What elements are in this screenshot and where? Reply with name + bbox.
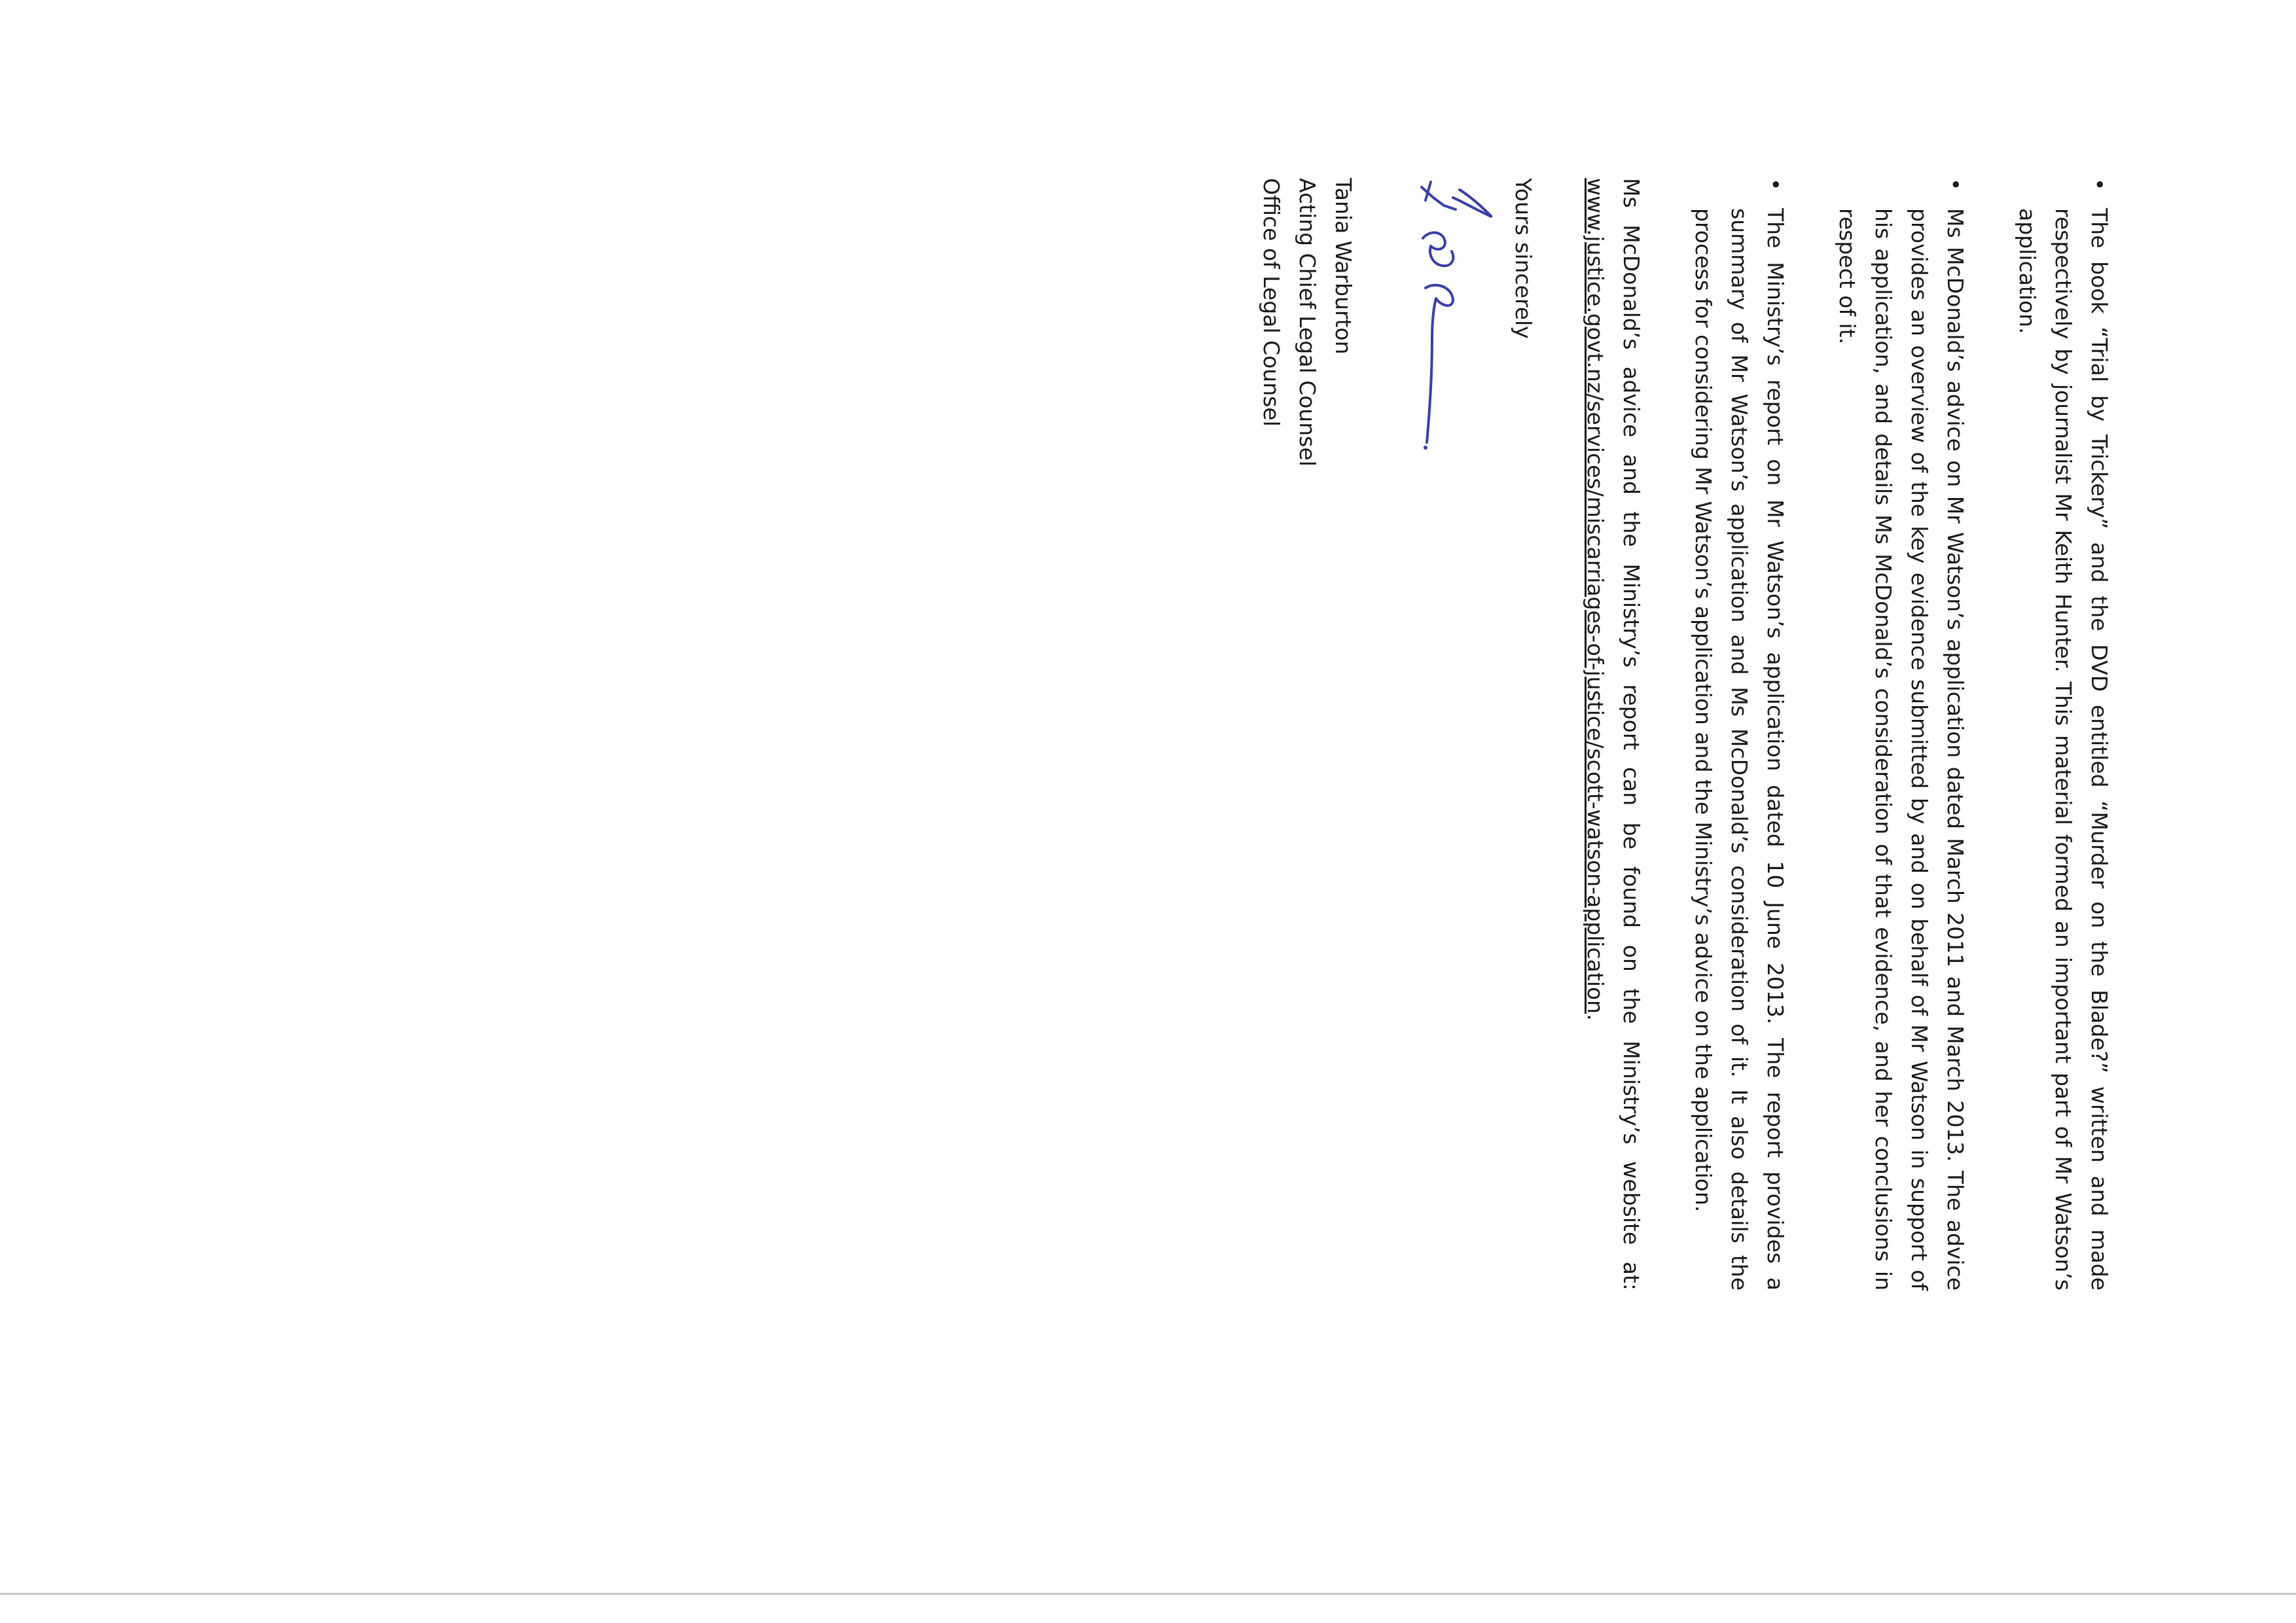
bullet-marker: • — [1943, 178, 1968, 191]
list-item-text: The Ministry’s report on Mr Watson’s application dated 10 June 2013. The report provides a summary of Mr Watson’s application and Ms McDonald’s consideration of it. It also details the process for considering Mr Watson’s application and the Ministry’s advice on the application. — [1691, 208, 1788, 1291]
handwritten-signature — [1361, 178, 1505, 1291]
bullet-marker: • — [2087, 178, 2112, 191]
list-item — [2009, 178, 2117, 1291]
signer-name: Tania Warburton — [1331, 178, 1356, 355]
website-link[interactable]: www.justice.govt.nz/services/miscarriages-of-justice/scott-watson-application — [1583, 178, 1608, 1014]
list-item — [1829, 178, 1973, 1291]
signer-title: Acting Chief Legal Counsel — [1295, 178, 1320, 467]
enclosure-list — [1685, 178, 2117, 1291]
list-item-text: The book “Trial by Trickery” and the DVD entitled “Murder on the Blade?” written and made respectively by journalist Mr Keith Hunter. This material formed an important part of Mr Watson’s application. — [2015, 208, 2112, 1291]
list-item-text: Ms McDonald’s advice on Mr Watson’s application dated March 2011 and March 2013. The advice provides an overview of the key evidence submitted by and on behalf of Mr Watson in support of his application, and details Ms McDonald’s consideration of that evidence, and her conclusions in respect of it. — [1835, 208, 1968, 1291]
signer-block — [1253, 178, 1361, 1291]
signature-icon — [1368, 178, 1499, 453]
signer-office: Office of Legal Counsel — [1259, 178, 1284, 427]
bullet-marker: • — [1763, 178, 1788, 191]
letter-body — [1005, 178, 2117, 1291]
closing-period: . — [1583, 1014, 1608, 1021]
page-bottom-edge — [0, 1593, 2296, 1595]
closing-paragraph — [1577, 178, 1649, 1291]
list-item — [1685, 178, 1793, 1291]
valediction: Yours sincerely — [1511, 178, 1536, 339]
closing-text: Ms McDonald’s advice and the Ministry’s report can be found on the Ministry’s website at: — [1619, 178, 1644, 1291]
